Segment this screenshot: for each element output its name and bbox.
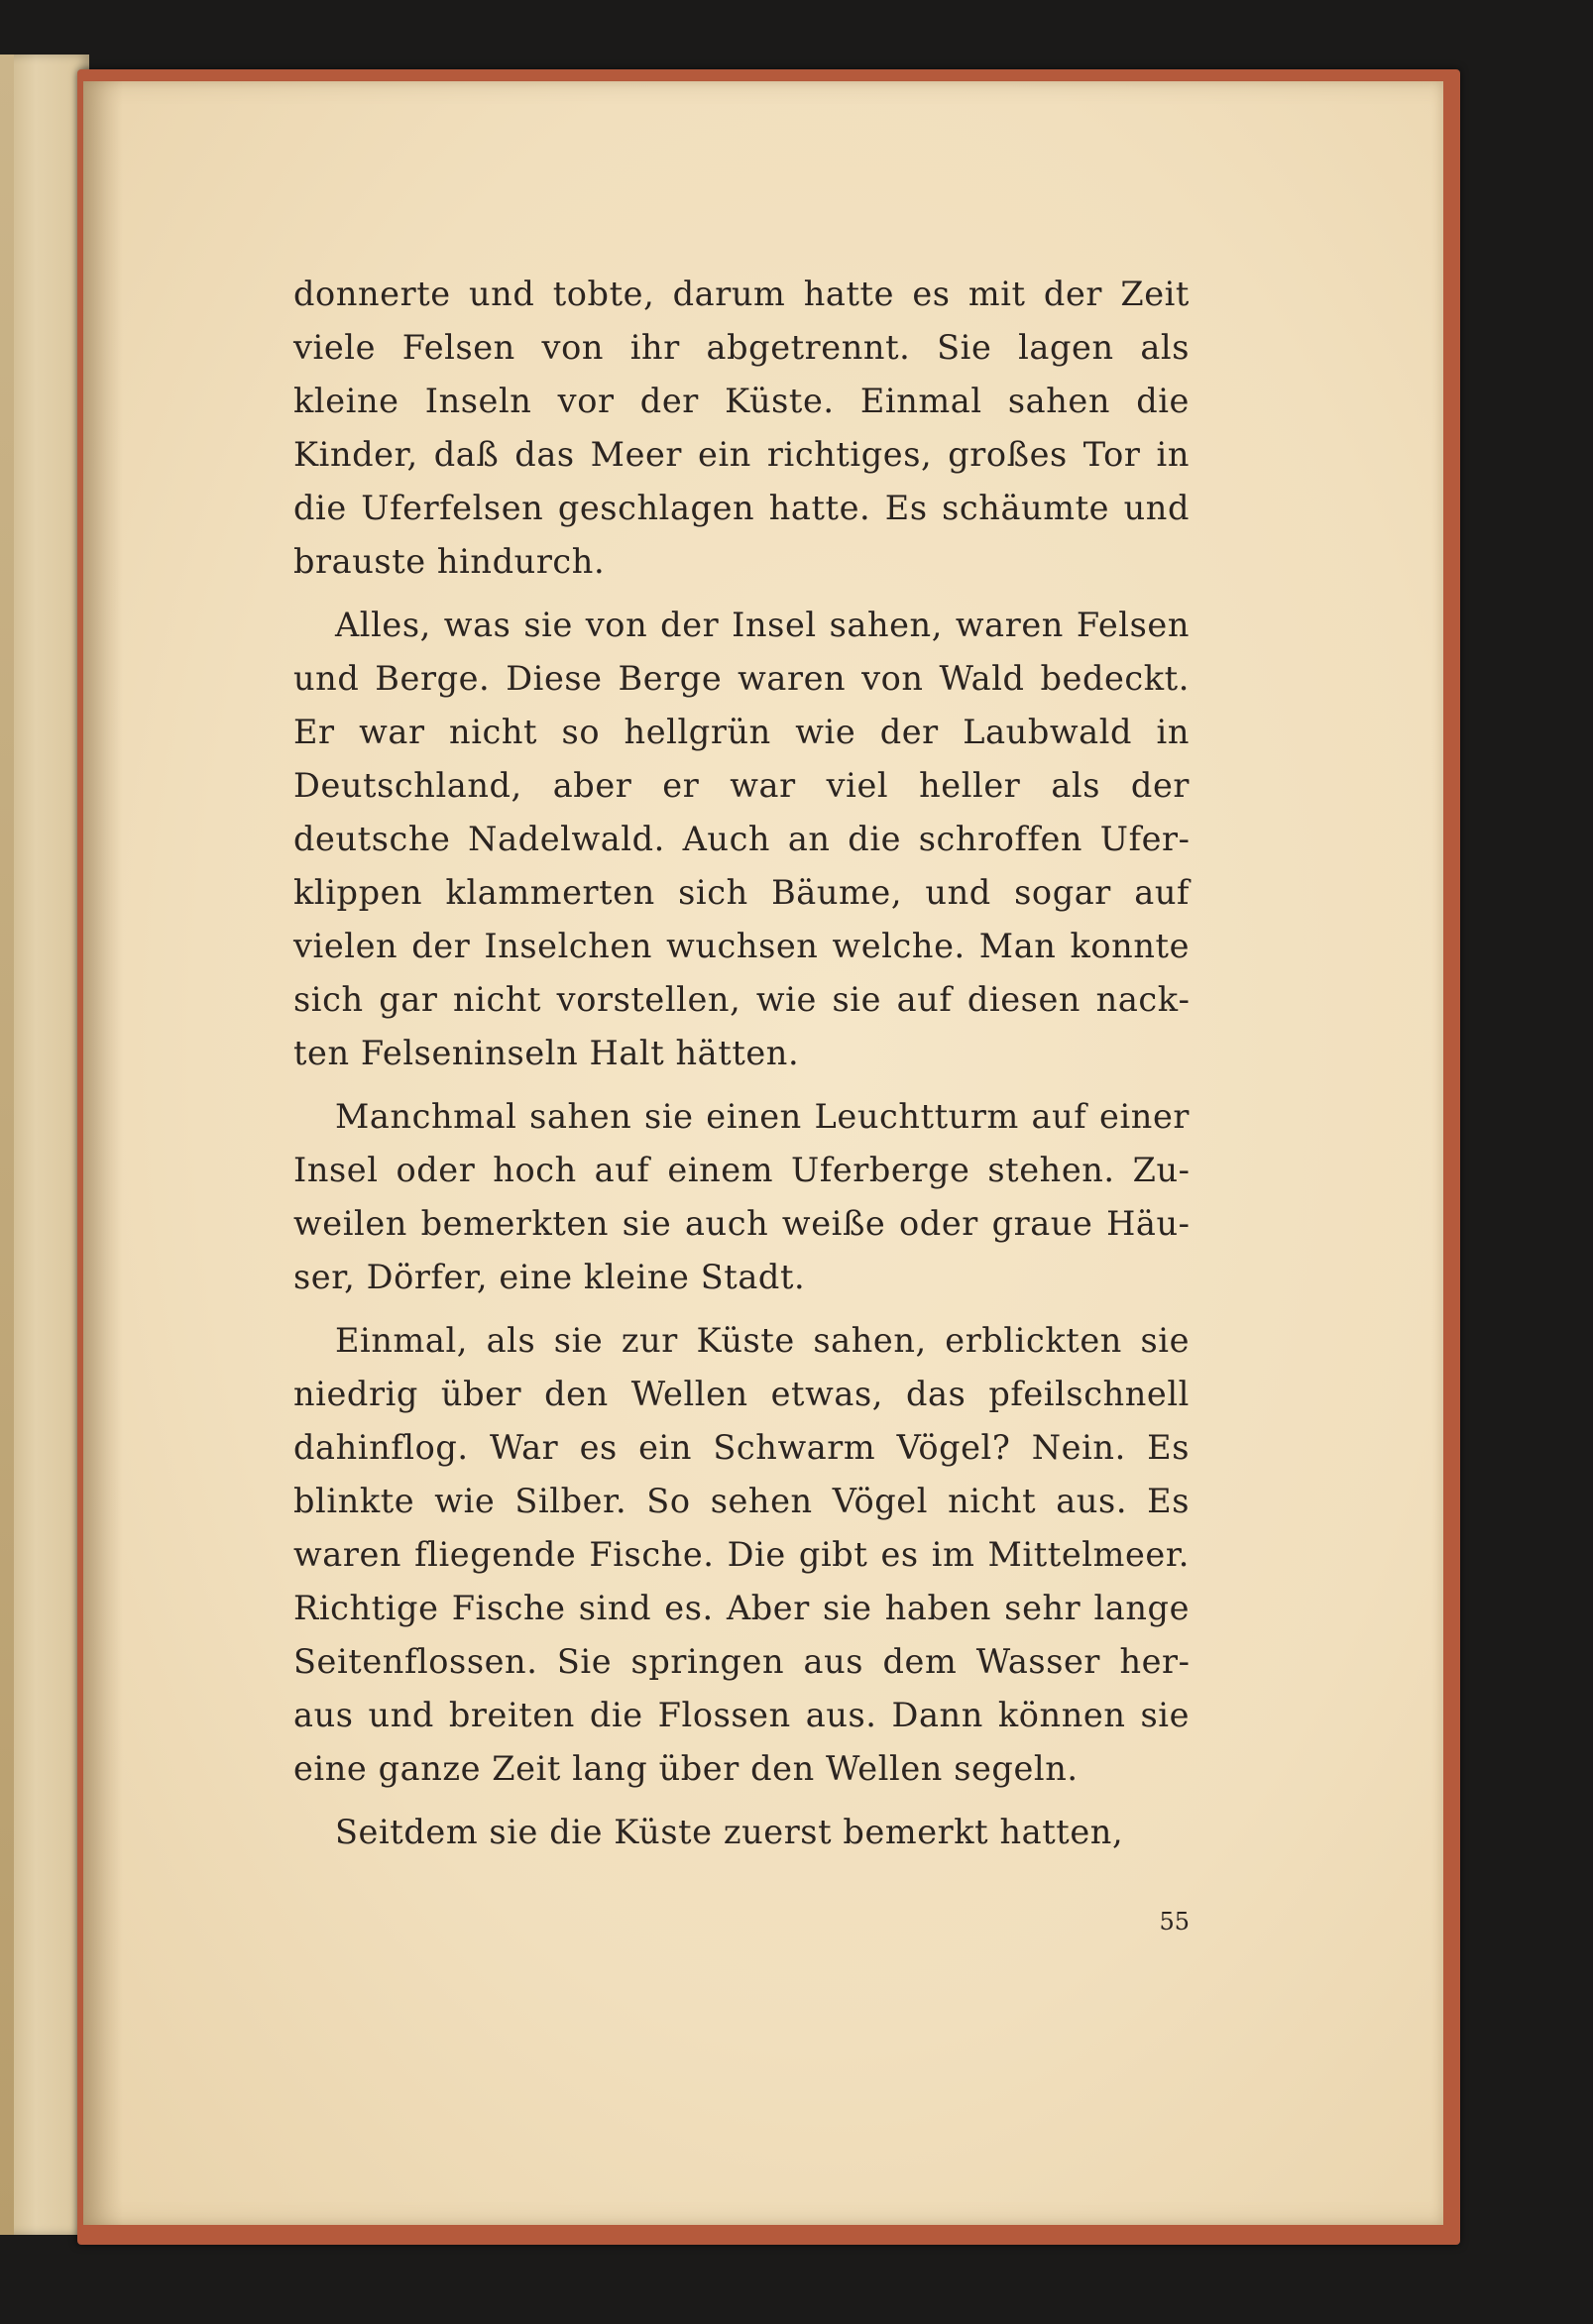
page-text: [293, 268, 1190, 1869]
binding-tape: [0, 55, 14, 2235]
paragraph: Einmal, als sie zur Küste sahen, erblickten sie niedrig über den Wellen etwas, das pfeilschnell dahinflog. War es ein Schwarm Vögel? Nein. Es blinkte wie Silber. So sehen Vögel nicht aus. Es waren fliegende Fische. Die gibt es im Mittelmeer. Richtige Fische sind es. Aber sie haben sehr lange Seitenflossen. Sie springen aus dem Wasser heraus und breiten die Flossen aus. Dann können sie eine ganze Zeit lang über den Wellen segeln.: [293, 1321, 1190, 1788]
paragraph: Manchmal sahen sie einen Leuchtturm auf einer Insel oder hoch auf einem Uferberge stehen. Zuweilen bemerkten sie auch weiße oder graue Häuser, Dörfer, eine kleine Stadt.: [293, 1097, 1190, 1296]
facing-page-edge: [0, 55, 89, 2235]
paragraph: Alles, was sie von der Insel sahen, waren Felsen und Berge. Diese Berge waren von Wald bedeckt. Er war nicht so hellgrün wie der Laubwald in Deutschland, aber er war viel heller als der deutsche Nadelwald. Auch an die schroffen Uferklippen klammerten sich Bäume, und sogar auf vielen der Inselchen wuchsen welche. Man konnte sich gar nicht vorstellen, wie sie auf diesen nackten Felseninseln Halt hätten.: [293, 606, 1190, 1072]
page-gutter-shadow: [83, 81, 123, 2225]
page-number: 55: [1159, 1908, 1190, 1936]
paragraph: donnerte und tobte, darum hatte es mit der Zeit viele Felsen von ihr abgetrennt. Sie lagen als kleine Inseln vor der Küste. Einmal sahen die Kinder, daß das Meer ein richtiges, großes Tor in die Uferfelsen geschlagen hatte. Es schäumte und brauste hindurch.: [293, 275, 1190, 581]
paragraph: Seitdem sie die Küste zuerst bemerkt hatten,: [335, 1813, 1124, 1851]
